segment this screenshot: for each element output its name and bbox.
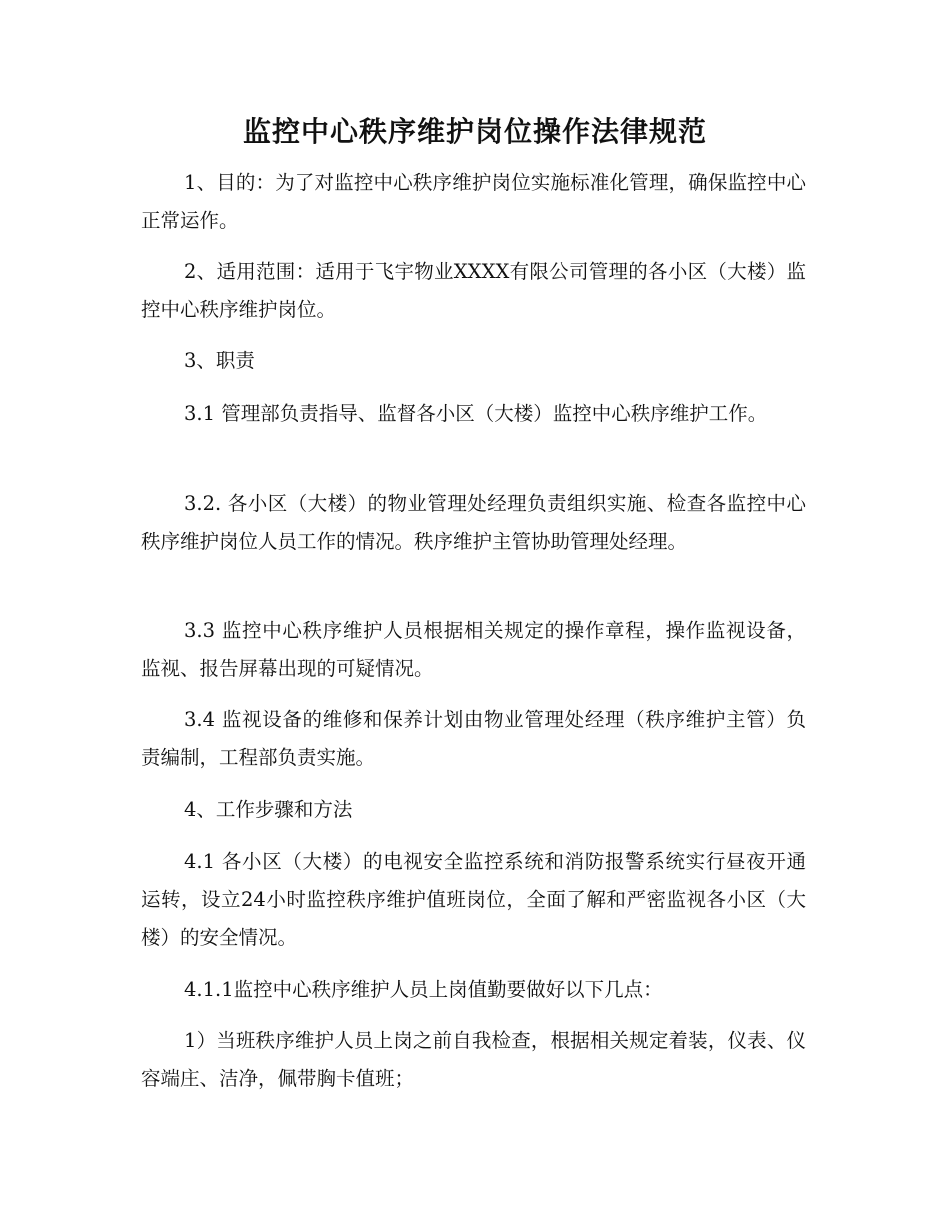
paragraph-4-1: 4.1 各小区（大楼）的电视安全监控系统和消防报警系统实行昼夜开通运转，设立24小时监控秩序维护值班岗位，全面了解和严密监视各小区（大楼）的安全情况。 [141, 850, 806, 949]
paragraph-procedure-heading: 4、工作步骤和方法 [184, 798, 353, 821]
paragraph-3-4: 3.4 监视设备的维修和保养计划由物业管理处经理（秩序维护主管）负责编制，工程部负责实施。 [141, 708, 806, 769]
paragraph-item-1: 1）当班秩序维护人员上岗之前自我检查，根据相关规定着装，仪表、仪容端庄、洁净，佩带胸卡值班； [141, 1029, 806, 1090]
paragraph-purpose: 1、目的：为了对监控中心秩序维护岗位实施标准化管理，确保监控中心正常运作。 [141, 171, 806, 232]
paragraph-scope: 2、适用范围：适用于飞宇物业XXXX有限公司管理的各小区（大楼）监控中心秩序维护岗位。 [141, 260, 806, 321]
document-title: 监控中心秩序维护岗位操作法律规范 [242, 115, 707, 148]
paragraph-3-3: 3.3 监控中心秩序维护人员根据相关规定的操作章程，操作监视设备，监视、报告屏幕出现的可疑情况。 [141, 619, 806, 680]
paragraph-4-1-1: 4.1.1监控中心秩序维护人员上岗值勤要做好以下几点： [184, 978, 663, 1001]
paragraph-responsibilities-heading: 3、职责 [184, 349, 255, 372]
paragraph-3-2: 3.2. 各小区（大楼）的物业管理处经理负责组织实施、检查各监控中心秩序维护岗位人员工作的情况。秩序维护主管协助管理处经理。 [141, 492, 806, 553]
paragraph-3-1: 3.1 管理部负责指导、监督各小区（大楼）监控中心秩序维护工作。 [184, 402, 768, 425]
